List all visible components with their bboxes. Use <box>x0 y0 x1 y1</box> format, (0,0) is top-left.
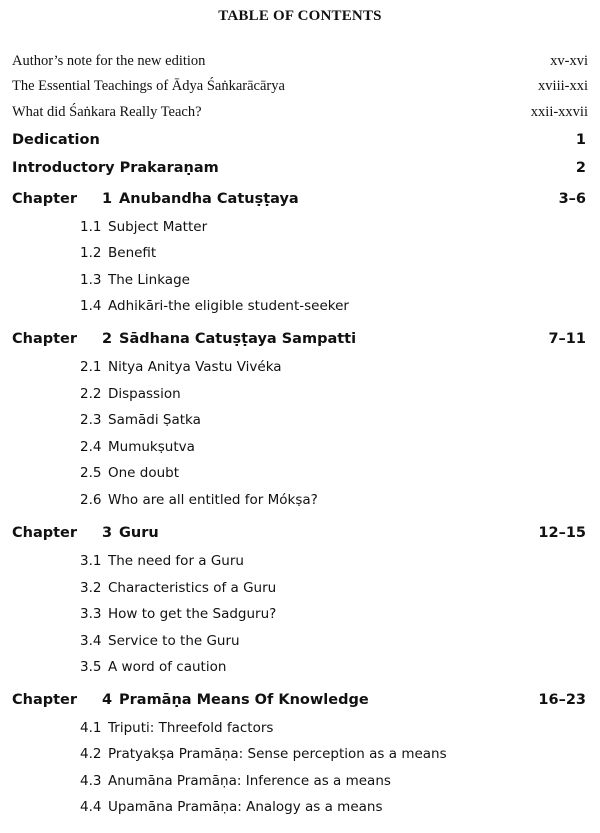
chapter-number: 1 <box>102 191 113 207</box>
chapter-pages: 7–11 <box>548 331 586 347</box>
section-number: 4.2 <box>80 746 102 762</box>
section-entry <box>80 773 391 795</box>
section-entry <box>80 553 244 575</box>
section-title: A word of caution <box>108 659 227 675</box>
entry-pages: xviii-xxi <box>538 78 588 94</box>
section-entry <box>80 746 447 768</box>
entry-pages: 2 <box>575 160 586 176</box>
chapter-heading <box>12 692 586 716</box>
entry-pages: xv-xvi <box>550 53 588 69</box>
section-number: 1.1 <box>80 219 102 235</box>
entry-title: Introductory Prakaraṇam <box>12 160 219 176</box>
chapter-heading <box>12 331 586 355</box>
section-title: Benefit <box>108 245 157 261</box>
section-entry <box>80 439 195 461</box>
section-number: 1.3 <box>80 272 102 288</box>
section-number: 4.4 <box>80 799 102 815</box>
section-title: Anumāna Pramāṇa: Inference as a means <box>108 773 391 789</box>
section-title: Upamāna Pramāṇa: Analogy as a means <box>108 799 383 815</box>
front-matter-entry <box>12 104 588 128</box>
entry-title: Author’s note for the new edition <box>12 53 206 69</box>
section-title: Characteristics of a Guru <box>108 580 277 596</box>
section-title: Service to the Guru <box>108 633 240 649</box>
section-number: 2.1 <box>80 359 102 375</box>
section-number: 3.3 <box>80 606 102 622</box>
section-number: 3.1 <box>80 553 102 569</box>
toc-title: TABLE OF CONTENTS <box>218 8 382 24</box>
entry-pages: 1 <box>575 132 586 148</box>
chapter-pages: 12–15 <box>538 525 586 541</box>
section-title: Adhikāri-the eligible student-seeker <box>108 298 349 314</box>
section-title: Pratyakṣa Pramāṇa: Sense perception as a means <box>108 746 447 762</box>
entry-title: The Essential Teachings of Ādya Śaṅkarācārya <box>12 78 285 94</box>
section-title: Mumukṣutva <box>108 439 195 455</box>
section-entry <box>80 492 318 514</box>
chapter-heading <box>12 191 586 215</box>
section-number: 2.5 <box>80 465 102 481</box>
chapter-title: Guru <box>119 525 159 541</box>
section-entry <box>80 465 179 487</box>
section-number: 2.4 <box>80 439 102 455</box>
section-entry <box>80 580 276 602</box>
section-number: 3.5 <box>80 659 102 675</box>
section-number: 2.2 <box>80 386 102 402</box>
section-entry <box>80 298 349 320</box>
chapter-number: 2 <box>102 331 113 347</box>
section-entry <box>80 386 181 408</box>
chapter-heading <box>12 525 586 549</box>
section-number: 3.2 <box>80 580 102 596</box>
entry-title: Dedication <box>12 132 100 148</box>
chapter-label: Chapter <box>12 331 78 347</box>
chapter-title: Pramāṇa Means Of Knowledge <box>119 692 369 708</box>
section-entry <box>80 720 273 742</box>
section-entry <box>80 245 156 267</box>
section-number: 4.3 <box>80 773 102 789</box>
section-title: One doubt <box>108 465 180 481</box>
chapter-title: Anubandha Catuṣṭaya <box>119 191 299 207</box>
major-entry <box>12 132 586 156</box>
section-entry <box>80 633 240 655</box>
section-number: 1.4 <box>80 298 102 314</box>
section-title: Triputi: Threefold factors <box>108 720 274 736</box>
section-entry <box>80 412 201 434</box>
chapter-pages: 16–23 <box>538 692 586 708</box>
front-matter-entry <box>12 53 588 77</box>
chapter-title: Sādhana Catuṣṭaya Sampatti <box>119 331 357 347</box>
section-title: Subject Matter <box>108 219 208 235</box>
section-title: How to get the Sadguru? <box>108 606 277 622</box>
section-title: Samādi Ṣatka <box>108 412 201 428</box>
entry-pages: xxii-xxvii <box>530 104 588 120</box>
section-title: The need for a Guru <box>108 553 244 569</box>
section-entry <box>80 219 207 241</box>
chapter-label: Chapter <box>12 191 78 207</box>
chapter-pages: 3–6 <box>558 191 586 207</box>
chapter-label: Chapter <box>12 525 78 541</box>
chapter-number: 4 <box>102 692 113 708</box>
chapter-label: Chapter <box>12 692 78 708</box>
section-entry <box>80 659 226 681</box>
chapter-number: 3 <box>102 525 113 541</box>
section-entry <box>80 359 282 381</box>
section-title: The Linkage <box>108 272 190 288</box>
section-entry <box>80 272 190 294</box>
section-number: 2.6 <box>80 492 102 508</box>
section-title: Who are all entitled for Mókṣa? <box>108 492 318 508</box>
entry-title: What did Śaṅkara Really Teach? <box>12 104 202 120</box>
section-entry <box>80 606 276 628</box>
front-matter-entry <box>12 78 588 102</box>
section-entry <box>80 799 383 821</box>
section-number: 1.2 <box>80 245 102 261</box>
section-title: Dispassion <box>108 386 181 402</box>
major-entry <box>12 160 586 184</box>
section-number: 4.1 <box>80 720 102 736</box>
section-title: Nitya Anitya Vastu Vivéka <box>108 359 282 375</box>
section-number: 2.3 <box>80 412 102 428</box>
section-number: 3.4 <box>80 633 102 649</box>
